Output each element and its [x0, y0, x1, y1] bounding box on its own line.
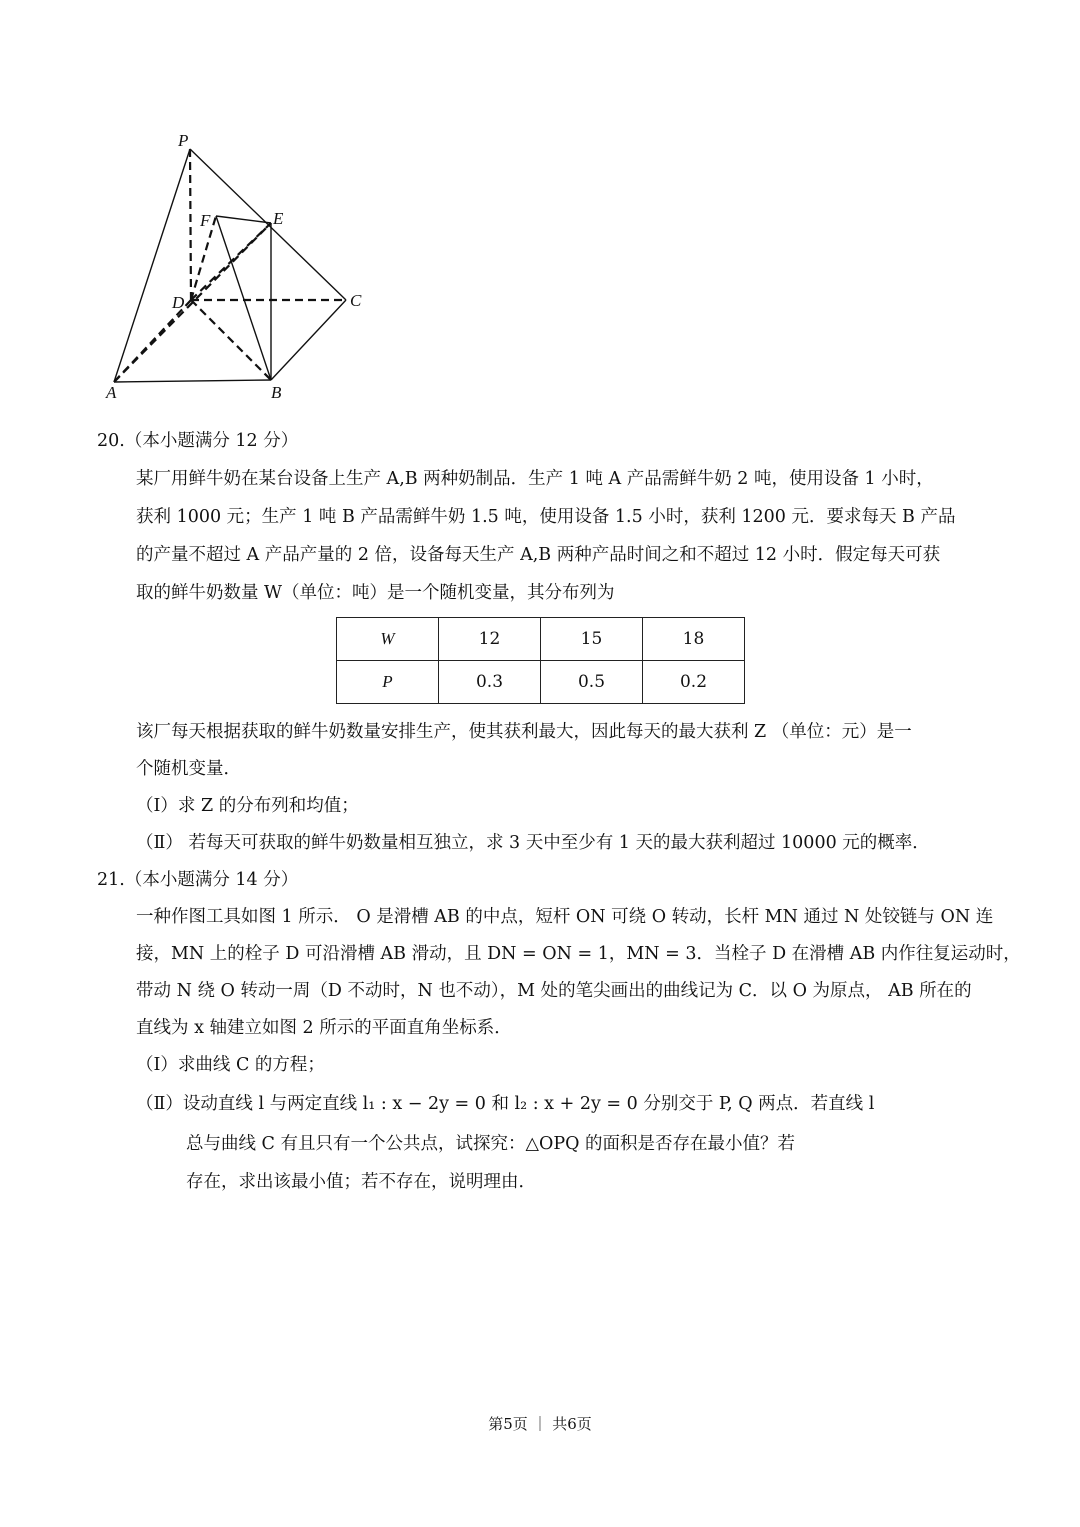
table-row — [337, 661, 745, 704]
q20-subquestion-1: （Ⅰ）求 Z 的分布列和均值； — [136, 796, 359, 816]
label-D: D — [172, 293, 185, 312]
label-C: C — [350, 291, 362, 310]
table-cell: 12 — [439, 618, 541, 661]
table-cell: 0.3 — [439, 661, 541, 704]
q21-text-line-3: 带动 N 绕 O 转动一周（D 不动时，N 也不动），M 处的笔尖画出的曲线记为 C．以 O 为原点， AB 所在的 — [136, 981, 972, 1001]
table-cell: 15 — [541, 618, 643, 661]
q21-heading: 21.（本小题满分 14 分） — [97, 870, 299, 890]
label-F: F — [200, 211, 211, 230]
table-cell: P — [337, 661, 439, 704]
q20-text-line-3: 的产量不超过 A 产品产量的 2 倍，设备每天生产 A,B 两种产品时间之和不超过 12 小时．假定每天可获 — [136, 545, 941, 565]
label-B: B — [271, 383, 282, 402]
table-cell: 18 — [643, 618, 745, 661]
distribution-table — [336, 617, 745, 704]
q21-subquestion-2-line-3: 存在，求出该最小值；若不存在，说明理由． — [186, 1172, 536, 1192]
q20-text-line-6: 个随机变量． — [136, 759, 241, 779]
table-cell: 0.2 — [643, 661, 745, 704]
label-A: A — [106, 383, 117, 402]
q21-text-line-4: 直线为 x 轴建立如图 2 所示的平面直角坐标系． — [136, 1018, 512, 1038]
table-cell: W — [337, 618, 439, 661]
q20-subquestion-2: （Ⅱ） 若每天可获取的鲜牛奶数量相互独立，求 3 天中至少有 1 天的最大获利超过 10000 元的概率． — [136, 833, 930, 853]
q21-subquestion-1: （Ⅰ）求曲线 C 的方程； — [136, 1055, 325, 1075]
label-E: E — [273, 209, 284, 228]
pyramid-figure — [96, 124, 386, 404]
table-cell: 0.5 — [541, 661, 643, 704]
q21-text-line-1: 一种作图工具如图 1 所示． O 是滑槽 AB 的中点，短杆 ON 可绕 O 转动，长杆 MN 通过 N 处铰链与 ON 连 — [136, 907, 994, 927]
q20-text-line-1: 某厂用鲜牛奶在某台设备上生产 A,B 两种奶制品．生产 1 吨 A 产品需鲜牛奶 2 吨，使用设备 1 小时， — [136, 469, 934, 489]
q20-text-line-2: 获利 1000 元；生产 1 吨 B 产品需鲜牛奶 1.5 吨，使用设备 1.5 小时，获利 1200 元．要求每天 B 产品 — [136, 507, 956, 527]
q21-subquestion-2-line-2: 总与曲线 C 有且只有一个公共点，试探究：△OPQ 的面积是否存在最小值？若 — [186, 1134, 796, 1154]
q20-heading: 20.（本小题满分 12 分） — [97, 431, 299, 451]
q21-text-line-2: 接，MN 上的栓子 D 可沿滑槽 AB 滑动，且 DN = ON = 1，MN = 3．当栓子 D 在滑槽 AB 内作往复运动时， — [136, 944, 1021, 964]
table-row — [337, 618, 745, 661]
q21-subquestion-2-line-1: （Ⅱ）设动直线 l 与两定直线 l₁ : x − 2y = 0 和 l₂ : x + 2y = 0 分别交于 P, Q 两点．若直线 l — [136, 1094, 875, 1114]
q20-text-line-4: 取的鲜牛奶数量 W（单位：吨）是一个随机变量，其分布列为 — [136, 583, 615, 603]
page-footer: 第5页 ｜ 共6页 — [488, 1415, 592, 1433]
label-P: P — [178, 131, 189, 150]
q20-text-line-5: 该厂每天根据获取的鲜牛奶数量安排生产，使其获利最大，因此每天的最大获利 Z （单位：元）是一 — [136, 722, 912, 742]
